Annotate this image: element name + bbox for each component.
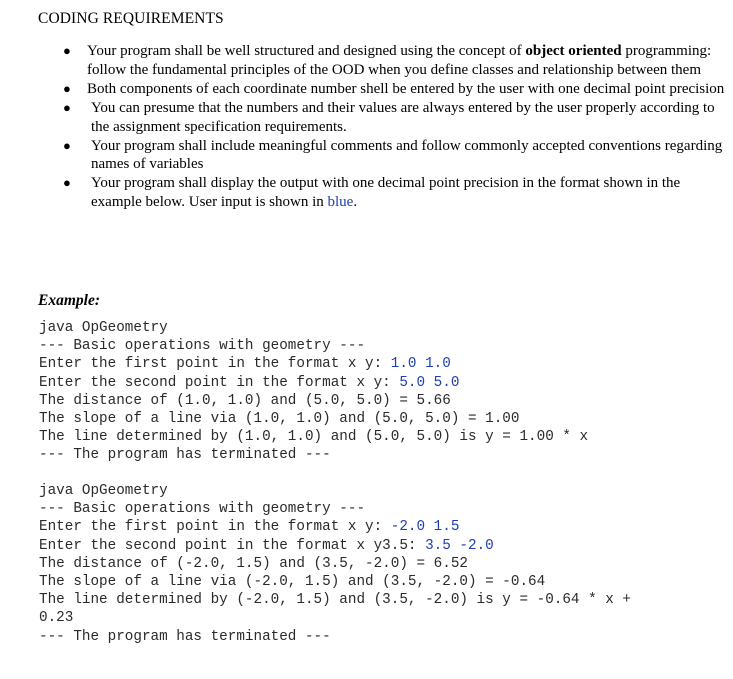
console-line-output: The line determined by (1.0, 1.0) and (5.0, 5.0) is y = 1.00 * x	[39, 429, 589, 446]
requirements-list	[60, 42, 730, 212]
console-example-1	[39, 319, 588, 465]
requirement-item	[60, 99, 730, 137]
requirement-bold-text: object oriented	[525, 43, 622, 59]
bullet-icon: ●	[63, 80, 71, 96]
console-slope-output: The slope of a line via (1.0, 1.0) and (5.0, 5.0) = 1.00	[39, 411, 520, 428]
console-banner: --- Basic operations with geometry ---	[39, 338, 366, 355]
console-prompt: Enter the second point in the format x y3.5:	[39, 537, 426, 554]
requirement-text: Your program shall include meaningful comments and follow commonly accepted conventions regarding names of variables	[91, 137, 723, 173]
console-distance-output: The distance of (-2.0, 1.5) and (3.5, -2.0) = 6.52	[39, 555, 468, 572]
console-user-input: 5.0 5.0	[399, 374, 460, 391]
console-command: java OpGeometry	[39, 483, 168, 499]
requirement-item	[60, 174, 730, 212]
requirement-text: Both components of each coordinate number shell be entered by the user with one decimal point precision	[87, 80, 725, 97]
requirement-text: Your program shall display the output with one decimal point precision in the format shown in the example below. User input is shown in	[91, 175, 681, 211]
console-user-input: 3.5 -2.0	[425, 537, 494, 554]
requirement-text: Your program shall be well structured and designed using the concept of	[87, 43, 526, 59]
console-prompt-line	[39, 374, 588, 392]
console-prompt-line	[39, 355, 588, 373]
example-label: Example:	[38, 292, 100, 309]
bullet-icon: ●	[63, 175, 71, 191]
requirement-item	[60, 80, 730, 99]
console-line-output: The line determined by (-2.0, 1.5) and (3.5, -2.0) is y = -0.64 * x +	[39, 592, 631, 609]
console-prompt: Enter the second point in the format x y:	[39, 374, 400, 391]
bullet-icon: ●	[63, 43, 71, 58]
requirement-item	[60, 137, 730, 175]
requirement-text: You can presume that the numbers and their values are always entered by the user properly according to the assignment specification requirements.	[91, 99, 715, 135]
requirement-blue-word: blue	[327, 194, 354, 211]
requirement-item	[60, 42, 730, 80]
section-heading: CODING REQUIREMENTS	[38, 10, 224, 27]
console-footer: --- The program has terminated ---	[39, 447, 331, 464]
console-example-2	[39, 482, 631, 646]
console-slope-output: The slope of a line via (-2.0, 1.5) and (3.5, -2.0) = -0.64	[39, 574, 546, 591]
bullet-icon: ●	[63, 137, 71, 153]
requirement-text: programming: follow the fundamental principles of the OOD when you define classes and relationship between them	[87, 43, 712, 78]
console-prompt-line	[39, 518, 631, 536]
console-prompt: Enter the first point in the format x y:	[39, 519, 391, 536]
requirement-text: .	[353, 194, 358, 211]
console-command: java OpGeometry	[39, 320, 168, 336]
console-prompt: Enter the first point in the format x y:	[39, 356, 391, 373]
console-user-input: -2.0 1.5	[390, 519, 460, 536]
bullet-icon: ●	[63, 99, 71, 115]
console-line-output-continued: 0.23	[39, 610, 74, 627]
console-footer: --- The program has terminated ---	[39, 628, 331, 645]
console-banner: --- Basic operations with geometry ---	[39, 501, 366, 518]
console-prompt-line	[39, 537, 631, 555]
console-distance-output: The distance of (1.0, 1.0) and (5.0, 5.0) = 5.66	[39, 392, 451, 409]
console-user-input: 1.0 1.0	[390, 356, 451, 373]
